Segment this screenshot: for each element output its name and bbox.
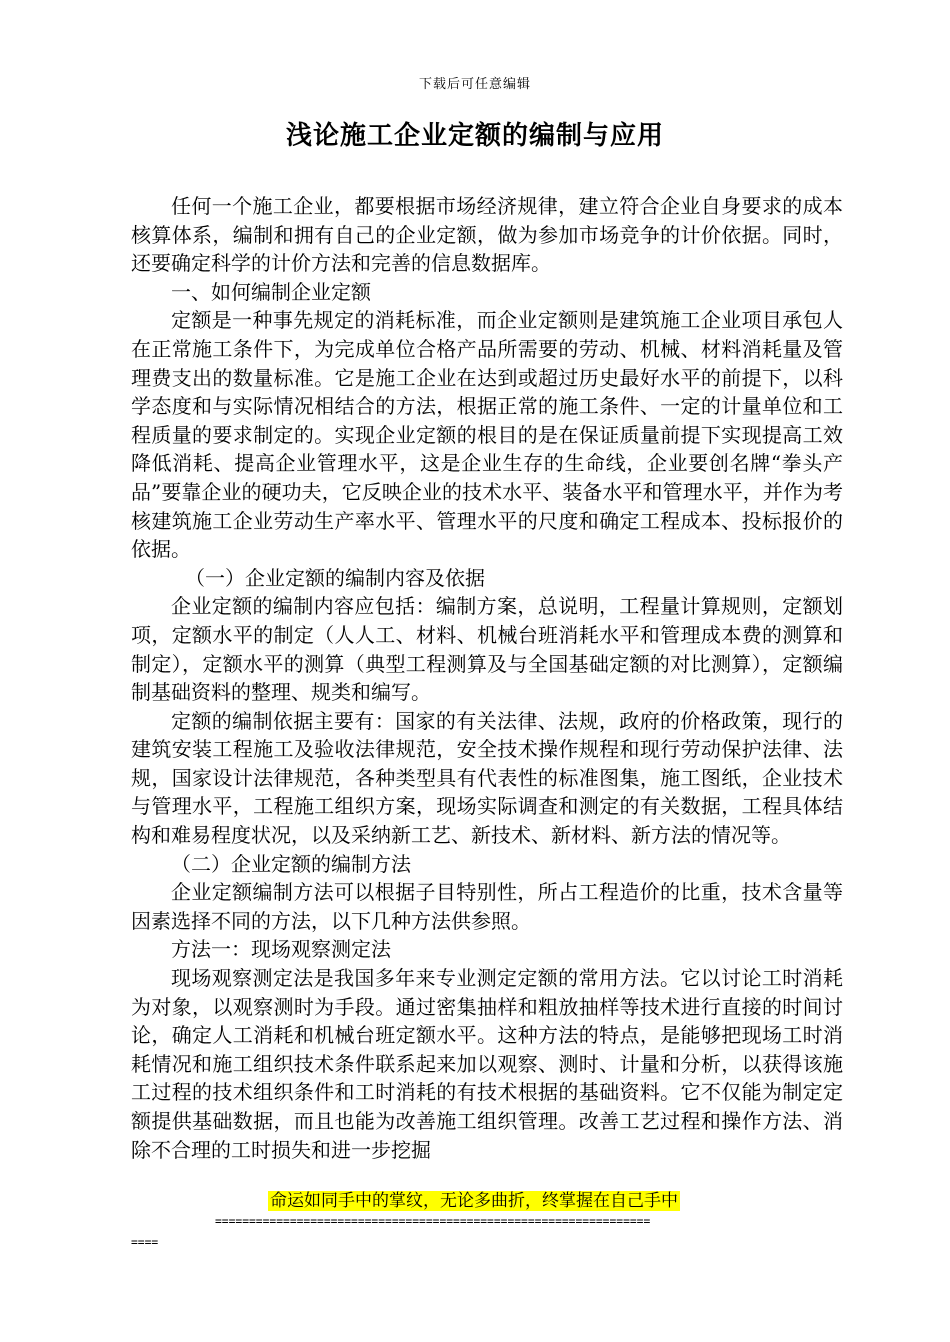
motto-highlight: 命运如同手中的掌纹，无论多曲折，终掌握在自己手中 xyxy=(270,1191,678,1211)
method-heading-1: 方法一：现场观察测定法 xyxy=(171,937,391,962)
paragraph-content: 企业定额的编制内容应包括：编制方案，总说明，工程量计算规则，定额划项，定额水平的制定（人人工、材料、机械台班消耗水平和管理成本费的测算和制定），定额水平的测算（典型工程测算及与全国基础定额的对比测算），定额编制基础资料的整理、规类和编写。 xyxy=(131,594,843,705)
paragraph-methods: 企业定额编制方法可以根据子目特别性，所占工程造价的比重，技术含量等因素选择不同的方法，以下几种方法供参照。 xyxy=(131,880,843,933)
subsection-heading-2: （二）企业定额的编制方法 xyxy=(171,851,411,876)
paragraph-definition: 定额是一种事先规定的消耗标准，而企业定额则是建筑施工企业项目承包人在正常施工条件下，为完成单位合格产品所需要的劳动、机械、材料消耗量及管理费支出的数量标准。它是施工企业在达到或超过历史最好水平的前提下，以科学态度和与实际情况相结合的方法，根据正常的施工条件、一定的计量单位和工程质量的要求制定的。实现企业定额的根目的是在保证质量前提下实现提高工效降低消耗、提高企业管理水平，这是企业生存的生命线，企业要创名牌“拳头产品”要靠企业的硬功夫，它反映企业的技术水平、装备水平和管理水平，并作为考核建筑施工企业劳动生产率水平、管理水平的尺度和确定工程成本、投标报价的依据。 xyxy=(131,308,843,562)
document-title: 浅论施工企业定额的编制与应用 xyxy=(285,121,664,151)
header-note: 下载后可任意编辑 xyxy=(418,77,531,92)
document-body xyxy=(131,192,843,1164)
paragraph-intro: 任何一个施工企业，都要根据市场经济规律，建立符合企业自身要求的成本核算体系，编制和拥有自己的企业定额，做为参加市场竞争的计价依据。同时，还要确定科学的计价方法和完善的信息数据库。 xyxy=(131,194,843,276)
motto-line xyxy=(268,1188,680,1214)
paragraph-field-observation: 现场观察测定法是我国多年来专业测定定额的常用方法。它以讨论工时消耗为对象，以观察测时为手段。通过密集抽样和粗放抽样等技术进行直接的时间讨论，确定人工消耗和机械台班定额水平。这种方法的特点，是能够把现场工时消耗情况和施工组织技术条件联系起来加以观察、测时、计量和分析，以获得该施工过程的技术组织条件和工时消耗的有技术根据的基础资料。它不仅能为制定定额提供基础数据，而且也能为改善施工组织管理。改善工艺过程和操作方法、消除不合理的工时损失和进一步挖掘 xyxy=(131,966,843,1162)
section-heading-1: 一、如何编制企业定额 xyxy=(171,279,371,304)
separator-rule: ================================================================ xyxy=(215,1215,651,1228)
paragraph-basis: 定额的编制依据主要有：国家的有关法律、法规，政府的价格政策，现行的建筑安装工程施工及验收法律规范，安全技术操作规程和现行劳动保护法律、法规，国家设计法律规范，各种类型具有代表性的标准图集，施工图纸，企业技术与管理水平，工程施工组织方案，现场实际调查和测定的有关数据，工程具体结构和难易程度状况，以及采纳新工艺、新技术、新材料、新方法的情况等。 xyxy=(131,708,843,848)
separator-rule-tail: ==== xyxy=(131,1236,159,1249)
subsection-heading-1: （一）企业定额的编制内容及依据 xyxy=(185,565,485,590)
